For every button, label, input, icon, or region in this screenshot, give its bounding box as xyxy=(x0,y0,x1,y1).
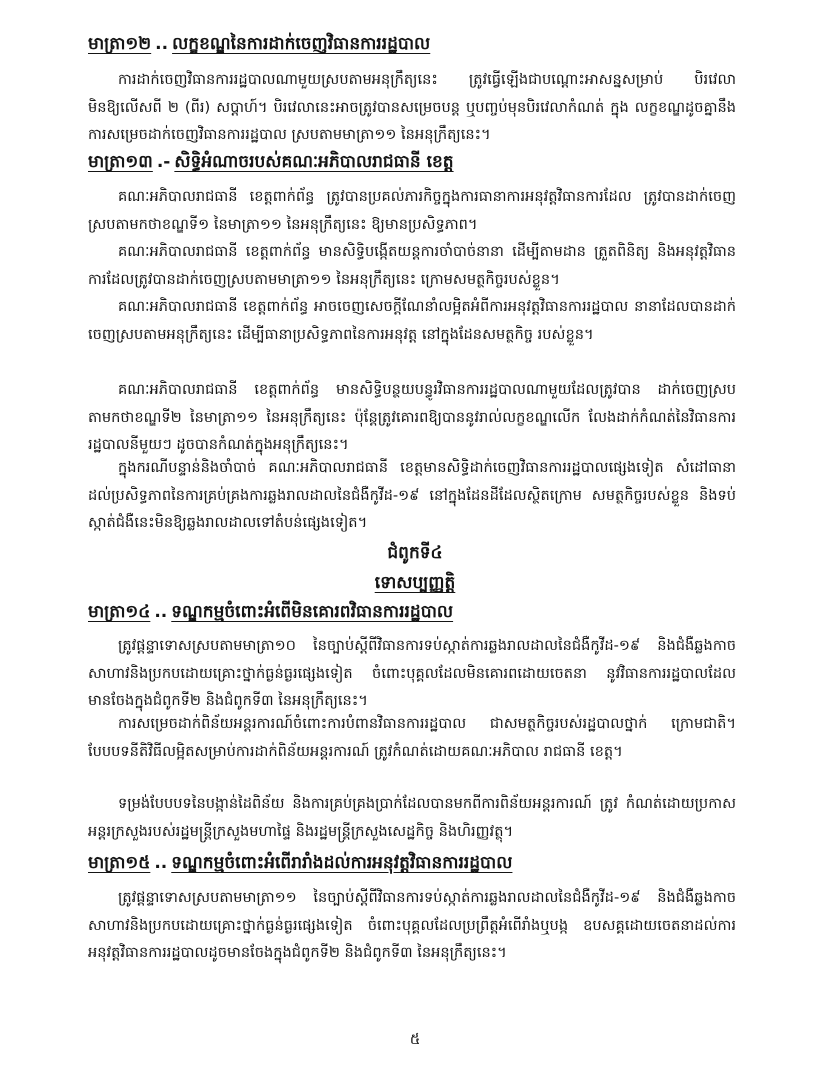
article-12-title: លក្ខខណ្ឌនៃការដាក់ចេញវិធានការរដ្ឋបាល xyxy=(172,34,431,54)
article-15-title: ទណ្ឌកម្មចំពោះអំពើរារាំងដល់ការអនុវត្តវិធានការរដ្ឋបាល xyxy=(171,853,513,873)
article-12-heading xyxy=(88,31,430,57)
article-13-title: សិទ្ធិអំណាចរបស់គណៈអភិបាលរាជធានី ខេត្ត xyxy=(174,152,454,172)
article-13-heading xyxy=(88,149,454,175)
chapter-title xyxy=(0,570,830,596)
article-15-heading xyxy=(88,850,512,876)
article-13-label: មាត្រា១៣ xyxy=(88,152,153,172)
article-13-paragraph-5: ក្នុងករណីបន្ទាន់និងចាំបាច់ គណៈអភិបាលរាជធានី ខេត្តមានសិទ្ធិដាក់ចេញវិធានការរដ្ឋបាលផ្សេងទៀត សំដៅធានាដល់ប្រសិទ្ធភាពនៃការគ្រប់គ្រងការឆ្លងរាលដាលនៃជំងឺកូវីដ-១៩ នៅក្នុងដែនដីដែលស្ថិតក្រោម សមត្ថកិច្ចរបស់ខ្លួន និងទប់ស្កាត់ជំងឺនេះមិនឱ្យឆ្លងរាលដាលទៅតំបន់ផ្សេងទៀត។ xyxy=(88,459,736,531)
article-12-paragraph: ការដាក់ចេញវិធានការរដ្ឋបាលណាមួយស្របតាមអនុក្រឹត្យនេះ ត្រូវធ្វើឡើងជាបណ្តោះអាសន្នសម្រាប់ បិរវេលាមិនឱ្យលើសពី ២ (ពីរ) សប្តាហ៍។ បិរវេលានេះអាចត្រូវបានសម្រេចបន្ត ឬបញ្ចប់មុនបិរវេលាកំណត់ ក្នុង លក្ខខណ្ឌដូចគ្នានឹងការសម្រេចដាក់ចេញវិធានការរដ្ឋបាល ស្របតាមមាត្រា១១ នៃអនុក្រឹត្យនេះ។ xyxy=(88,71,736,143)
article-15-paragraph: ត្រូវផ្តន្ទាទោសស្របតាមមាត្រា១១ នៃច្បាប់ស្តីពីវិធានការទប់ស្កាត់ការឆ្លងរាលដាលនៃជំងឺកូវីដ-១៩ និងជំងឺឆ្លងកាចសាហាវនិងប្រកបដោយគ្រោះថ្នាក់ធ្ងន់ធ្ងរផ្សេងទៀត ចំពោះបុគ្គលដែលប្រព្រឹត្តអំពើរាំងឬបង្ក ឧបសគ្គដោយចេតនាដល់ការអនុវត្តវិធានការរដ្ឋបាលដូចមានចែងក្នុងជំពូកទី២ និងជំពូកទី៣ នៃអនុក្រឹត្យនេះ។ xyxy=(88,889,736,961)
article-13-paragraph-4: គណៈអភិបាលរាជធានី ខេត្តពាក់ព័ន្ធ មានសិទ្ធិបន្ថយបន្ធូរវិធានការរដ្ឋបាលណាមួយដែលត្រូវបាន ដាក់ចេញស្របតាមកថាខណ្ឌទី២ នៃមាត្រា១១ នៃអនុក្រឹត្យនេះ ប៉ុន្តែត្រូវគោរពឱ្យបាននូវរាល់លក្ខខណ្ឌលើក លែងដាក់កំណត់នៃវិធានការរដ្ឋបាលនីមួយៗ ដូចបានកំណត់ក្នុងអនុក្រឹត្យនេះ។ xyxy=(88,381,736,453)
article-15-separator: .. xyxy=(154,853,168,873)
article-14-label: មាត្រា១៤ xyxy=(88,602,151,622)
chapter-number: ជំពូកទី៤ xyxy=(387,543,443,563)
article-14-title: ទណ្ឌកម្មចំពោះអំពើមិនគោរពវិធានការរដ្ឋបាល xyxy=(171,602,454,622)
chapter-title-text: ទោសប្បញ្ញត្តិ xyxy=(374,573,456,593)
article-13-paragraph-3: គណៈអភិបាលរាជធានី ខេត្តពាក់ព័ន្ធ អាចចេញសេចក្តីណែនាំលម្អិតអំពីការអនុវត្តវិធានការរដ្ឋបាល នានាដែលបានដាក់ចេញស្របតាមអនុក្រឹត្យនេះ ដើម្បីធានាប្រសិទ្ធភាពនៃការអនុវត្ត នៅក្នុងដែនសមត្ថកិច្ច របស់ខ្លួន។ xyxy=(88,298,736,343)
article-15-label: មាត្រា១៥ xyxy=(88,853,151,873)
article-13-paragraph-2: គណៈអភិបាលរាជធានី ខេត្តពាក់ព័ន្ធ មានសិទ្ធិបង្កើតយន្តការចាំបាច់នានា ដើម្បីតាមដាន ត្រួតពិនិត្យ និងអនុវត្តវិធានការដែលត្រូវបានដាក់ចេញស្របតាមមាត្រា១១ នៃអនុក្រឹត្យនេះ ក្រោមសមត្ថកិច្ចរបស់ខ្លួន។ xyxy=(88,243,736,288)
article-12-separator: .. xyxy=(155,34,169,54)
article-14-paragraph-2: ការសម្រេចដាក់ពិន័យអន្តរការណ៍ចំពោះការបំពានវិធានការរដ្ឋបាល ជាសមត្ថកិច្ចរបស់រដ្ឋបាលថ្នាក់ ក្រោមជាតិ។ បែបបទនីតិវិធីលម្អិតសម្រាប់ការដាក់ពិន័យអន្តរការណ៍ ត្រូវកំណត់ដោយគណៈអភិបាល រាជធានី ខេត្ត។ xyxy=(88,715,736,760)
article-13-paragraph-1: គណៈអភិបាលរាជធានី ខេត្តពាក់ព័ន្ធ ត្រូវបានប្រគល់ភារកិច្ចក្នុងការធានាការអនុវត្តវិធានការដែល ត្រូវបានដាក់ចេញស្របតាមកថាខណ្ឌទី១ នៃមាត្រា១១ នៃអនុក្រឹត្យនេះ ឱ្យមានប្រសិទ្ធភាព។ xyxy=(88,188,736,233)
article-14-separator: .. xyxy=(154,602,168,622)
article-12-label: មាត្រា១២ xyxy=(88,34,152,54)
article-13-separator: .- xyxy=(156,152,171,172)
article-14-paragraph-1: ត្រូវផ្តន្ទាទោសស្របតាមមាត្រា១០ នៃច្បាប់ស្តីពីវិធានការទប់ស្កាត់ការឆ្លងរាលដាលនៃជំងឺកូវីដ-១៩ និងជំងឺឆ្លងកាចសាហាវនិងប្រកបដោយគ្រោះថ្នាក់ធ្ងន់ធ្ងរផ្សេងទៀត ចំពោះបុគ្គលដែលមិនគោរពដោយចេតនា នូវវិធានការរដ្ឋបាលដែលមានចែងក្នុងជំពូកទី២ និងជំពូកទី៣ នៃអនុក្រឹត្យនេះ។ xyxy=(88,637,736,709)
page-number: ៥ xyxy=(409,1030,421,1048)
article-14-paragraph-3: ទម្រង់បែបបទនៃបង្កាន់ដៃពិន័យ និងការគ្រប់គ្រងប្រាក់ដែលបានមកពីការពិន័យអន្តរការណ៍ ត្រូវ កំណត់ដោយប្រកាសអន្តរក្រសួងរបស់រដ្ឋមន្ត្រីក្រសួងមហាផ្ទៃ និងរដ្ឋមន្ត្រីក្រសួងសេដ្ឋកិច្ច និងហិរញ្ញវត្ថុ។ xyxy=(88,795,736,840)
article-14-heading xyxy=(88,599,453,625)
